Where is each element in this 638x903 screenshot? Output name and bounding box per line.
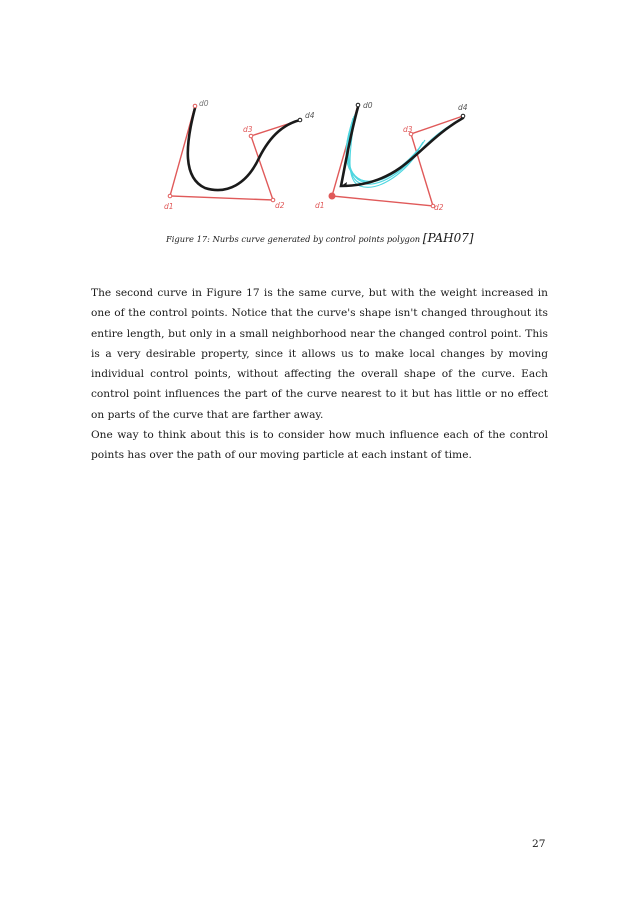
- control-points: [329, 103, 465, 208]
- figure-17: [155, 96, 485, 218]
- control-point: [461, 114, 465, 118]
- caption-citation: [PAH07]: [422, 231, 474, 245]
- label-d0: d0: [199, 99, 209, 108]
- label-d3: d3: [403, 125, 413, 134]
- label-d3: d3: [243, 125, 253, 134]
- caption-text: Figure 17: Nurbs curve generated by control points polygon: [166, 234, 423, 244]
- label-d2: d2: [434, 203, 444, 212]
- control-point: [193, 104, 197, 108]
- control-point: [168, 194, 172, 198]
- label-d4: d4: [458, 103, 468, 112]
- label-d0: d0: [363, 101, 373, 110]
- right-panel: [315, 101, 468, 212]
- nurbs-figure: [155, 96, 485, 218]
- label-d1: d1: [164, 202, 174, 211]
- paragraph: The second curve in Figure 17 is the same curve, but with the weight increased in one of the control points. Notice that the curve's shape isn't changed throughout its entire length, but only in a small neighborhood near the changed control point. This is a very desirable property, since it allows us to make local changes by moving individual control points, without affecting the overall shape of the curve. Each control point influences the part of the curve nearest to it but has little or no effect on parts of the curve that are farther away.: [91, 287, 548, 421]
- nurbs-curve: [188, 108, 300, 190]
- paragraph: One way to think about this is to consider how much influence each of the control points has over the path of our moving particle at each instant of time.: [91, 429, 548, 462]
- control-point: [298, 118, 302, 122]
- control-point: [356, 103, 360, 107]
- nurbs-curve: [341, 107, 463, 186]
- label-d1: d1: [315, 201, 325, 210]
- label-d4: d4: [305, 111, 315, 120]
- control-polygon: [332, 105, 463, 206]
- body-text: [91, 283, 548, 466]
- control-point-weighted: [329, 193, 335, 199]
- control-point: [249, 134, 253, 138]
- page-number: 27: [532, 838, 546, 850]
- figure-caption: [166, 231, 496, 245]
- label-d2: d2: [275, 201, 285, 210]
- left-panel: [164, 99, 315, 211]
